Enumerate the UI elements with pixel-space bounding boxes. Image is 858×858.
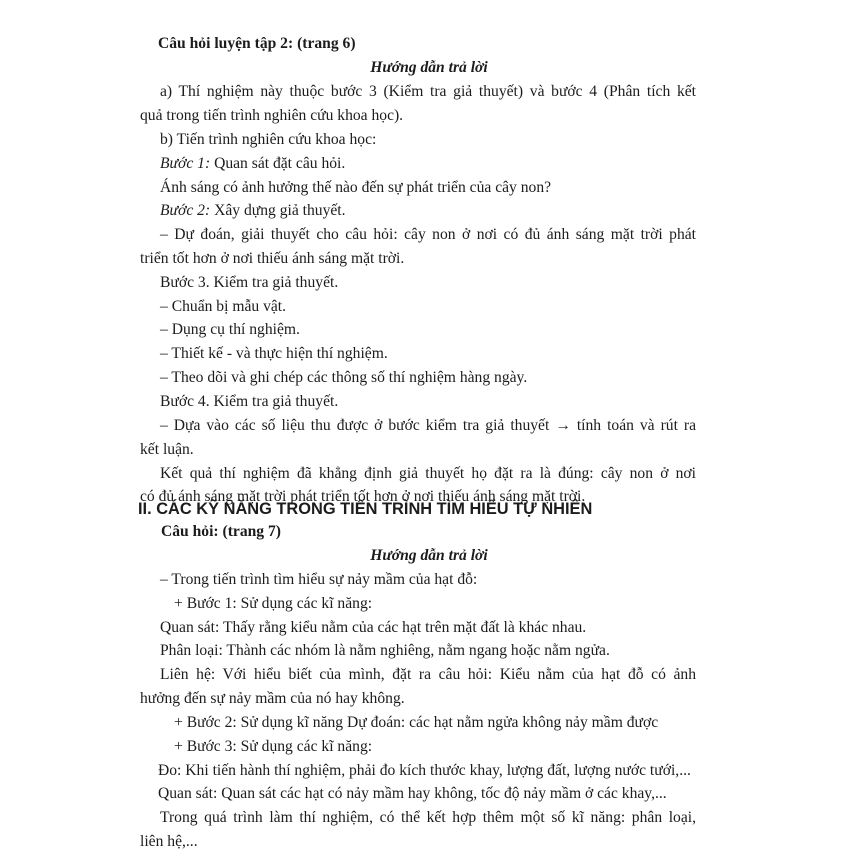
answer-guide-heading-2: Hướng dẫn trả lời xyxy=(370,547,488,564)
combined-skills-line1: Trong quá trình làm thí nghiệm, có thể kết hợp thêm một số kĩ năng: phân loại, xyxy=(160,809,696,826)
section-heading: II. CÁC KỸ NĂNG TRONG TIẾN TRÌNH TÌM HIỂU TỰ NHIÊN xyxy=(138,500,593,518)
skill-step3: + Bước 3: Sử dụng các kĩ năng: xyxy=(174,738,373,755)
prediction-line2: triển tốt hơn ở nơi thiếu ánh sáng mặt trời. xyxy=(140,250,405,267)
skill-measure: Đo: Khi tiến hành thí nghiệm, phải đo kích thước khay, lượng đất, lượng nước tưới,... xyxy=(158,762,691,779)
skill-step2: + Bước 2: Sử dụng kĩ năng Dự đoán: các hạt nằm ngửa không nảy mầm được xyxy=(174,714,659,731)
step2-text: Xây dựng giả thuyết. xyxy=(210,202,346,219)
step3-line: Bước 3. Kiểm tra giả thuyết. xyxy=(160,274,339,291)
prediction-line1: – Dự đoán, giải thuyết cho câu hỏi: cây non ở nơi có đủ ánh sáng mặt trời phát xyxy=(160,226,696,243)
step1-label: Bước 1: xyxy=(160,155,211,172)
step1-line xyxy=(160,154,345,174)
combined-skills-line2: liên hệ,... xyxy=(140,833,198,850)
step4-line: Bước 4. Kiểm tra giả thuyết. xyxy=(160,393,339,410)
step2-line xyxy=(160,201,346,221)
skill-observe: Quan sát: Thấy rằng kiểu nằm của các hạt trên mặt đất là khác nhau. xyxy=(160,619,587,636)
result-line2: có đủ ánh sáng mặt trời phát triển tốt hơn ở nơi thiếu ánh sáng mặt trời. xyxy=(140,488,586,505)
step2-label: Bước 2: xyxy=(160,202,211,219)
research-question: Ánh sáng có ảnh hưởng thế nào đến sự phát triển của cây non? xyxy=(160,179,552,196)
prep-item-3: – Thiết kế - và thực hiện thí nghiệm. xyxy=(160,345,388,362)
germination-intro: – Trong tiến trình tìm hiểu sự nảy mầm của hạt đỗ: xyxy=(160,571,478,588)
analysis-line2: kết luận. xyxy=(140,441,194,458)
answer-a-line1: a) Thí nghiệm này thuộc bước 3 (Kiểm tra giả thuyết) và bước 4 (Phân tích kết xyxy=(160,83,696,100)
result-line1: Kết quả thí nghiệm đã khẳng định giả thuyết họ đặt ra là đúng: cây non ở nơi xyxy=(160,465,696,482)
answer-a-line2: quả trong tiến trình nghiên cứu khoa học). xyxy=(140,107,404,124)
answer-guide-heading: Hướng dẫn trả lời xyxy=(370,59,488,76)
skill-relate-line1: Liên hệ: Với hiểu biết của mình, đặt ra câu hỏi: Kiểu nằm của hạt đỗ có ảnh xyxy=(160,666,696,683)
analysis-line1: – Dựa vào các số liệu thu được ở bước kiểm tra giả thuyết → tính toán và rút ra xyxy=(160,417,696,434)
skill-observe-2: Quan sát: Quan sát các hạt có nảy mầm hay không, tốc độ nảy mầm ở các khay,... xyxy=(158,785,667,802)
prep-item-1: – Chuẩn bị mẫu vật. xyxy=(160,298,287,315)
question-title: Câu hỏi: (trang 7) xyxy=(161,523,281,540)
step1-text: Quan sát đặt câu hỏi. xyxy=(210,155,346,172)
skill-relate-line2: hưởng đến sự nảy mầm của nó hay không. xyxy=(140,690,405,707)
answer-b-line: b) Tiến trình nghiên cứu khoa học: xyxy=(160,131,377,148)
exercise-title: Câu hỏi luyện tập 2: (trang 6) xyxy=(158,35,356,52)
skill-classify: Phân loại: Thành các nhóm là nằm nghiêng, nằm ngang hoặc nằm ngửa. xyxy=(160,642,610,659)
prep-item-4: – Theo dõi và ghi chép các thông số thí nghiệm hàng ngày. xyxy=(160,369,528,386)
prep-item-2: – Dụng cụ thí nghiệm. xyxy=(160,321,300,338)
skill-step1: + Bước 1: Sử dụng các kĩ năng: xyxy=(174,595,373,612)
